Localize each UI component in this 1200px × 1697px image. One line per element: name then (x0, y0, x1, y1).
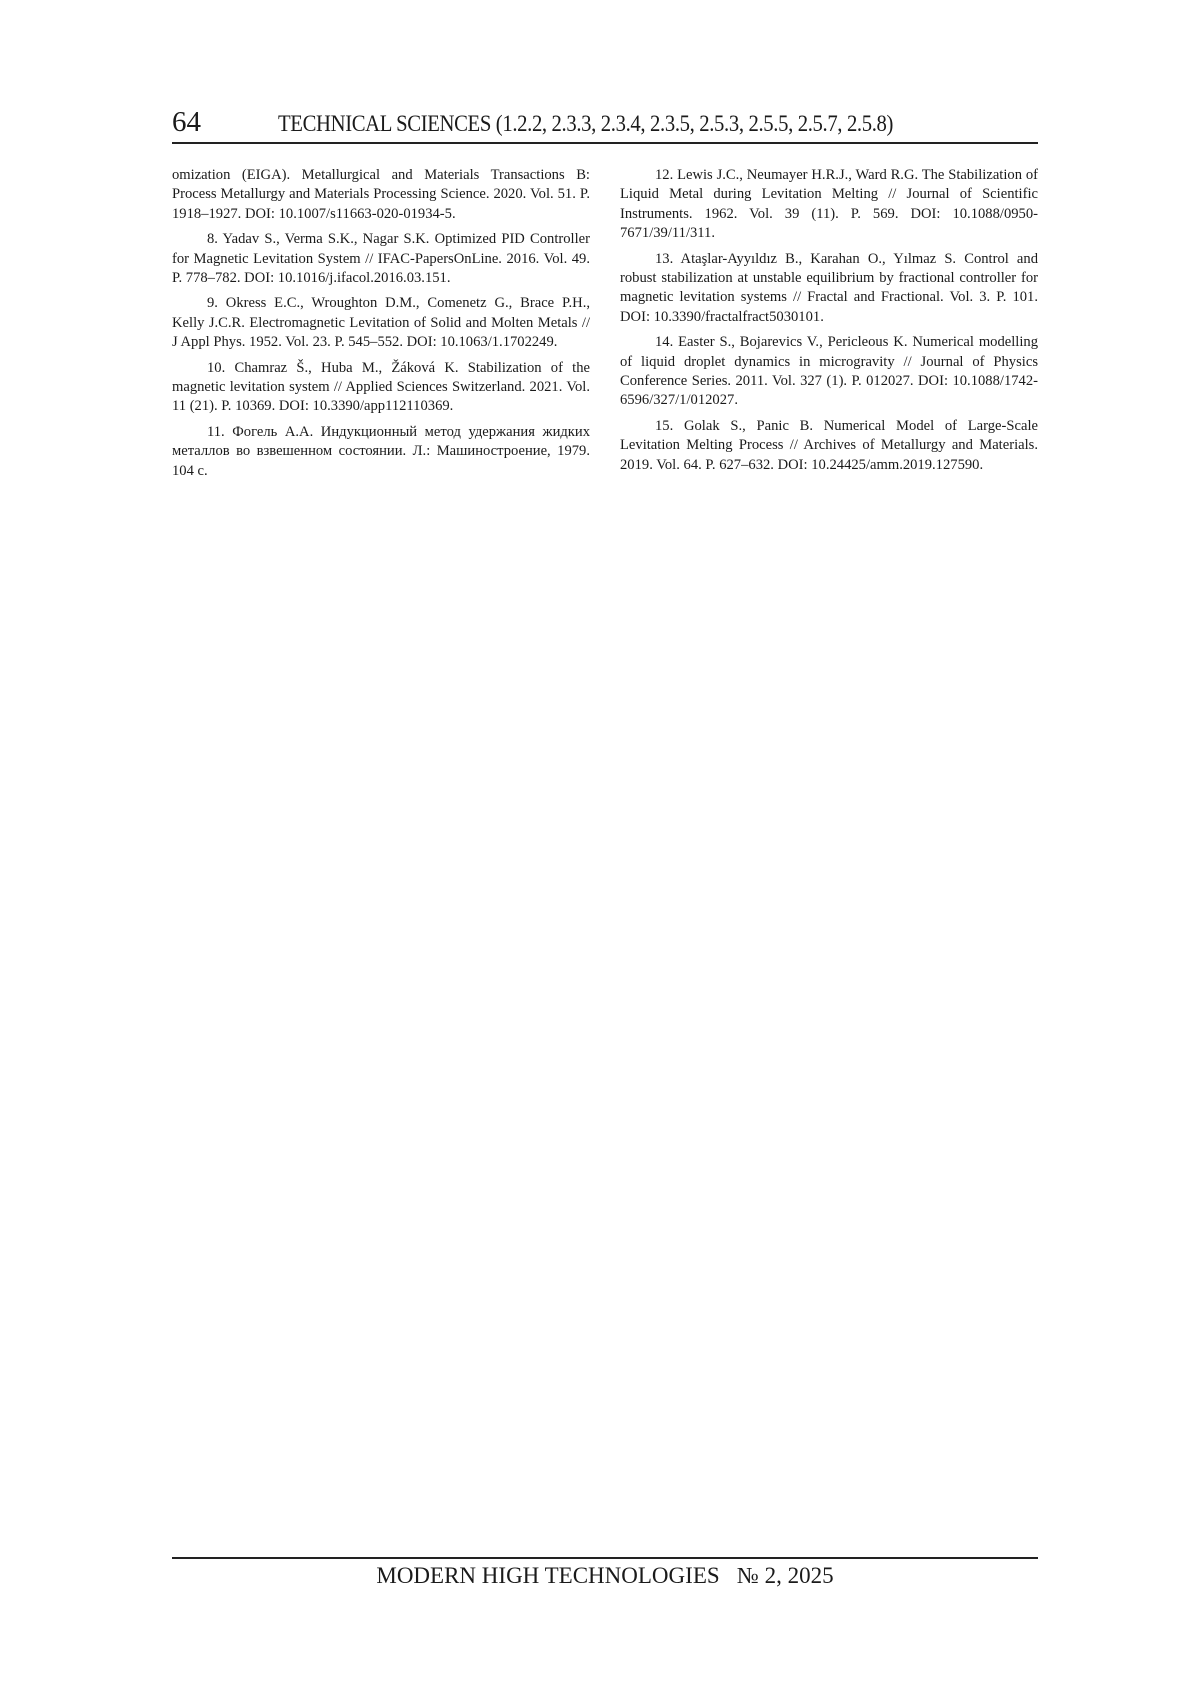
journal-name: MODERN HIGH TECHNOLOGIES (376, 1563, 720, 1588)
page-header (172, 102, 1038, 144)
reference-14: 14. Easter S., Bojarevics V., Pericleous K. Numerical modelling of liquid droplet dynamics in microgravity // Journal of Physics Conference Series. 2011. Vol. 327 (1). P. 012027. DOI: 10.1088/1742-6596/327/1/012027. (620, 334, 1038, 409)
reference-11: 11. Фогель А.А. Индукционный метод удержания жидких металлов во взвешенном состоянии. Л.: Машиностроение, 1979. 104 с. (172, 423, 590, 479)
running-title: TECHNICAL SCIENCES (1.2.2, 2.3.3, 2.3.4, 2.3.5, 2.5.3, 2.5.5, 2.5.7, 2.5.8) (278, 111, 894, 136)
reference-15: 15. Golak S., Panic B. Numerical Model of Large-Scale Levitation Melting Process // Archives of Metallurgy and Materials. 2019. Vol. 64. P. 627–632. DOI: 10.24425/amm.2019.127590. (620, 417, 1038, 473)
references-left-column (172, 166, 590, 487)
page-footer (172, 1557, 1038, 1590)
reference-13: 13. Ataşlar-Ayyıldız B., Karahan O., Yılmaz S. Control and robust stabilization at unstable equilibrium by fractional controller for magnetic levitation systems // Fractal and Fractional. Vol. 3. P. 101. DOI: 10.3390/fractalfract5030101. (620, 250, 1038, 325)
references-right-column (620, 166, 1038, 481)
reference-9: 9. Okress E.C., Wroughton D.M., Comenetz G., Brace P.H., Kelly J.C.R. Electromagnetic Levitation of Solid and Molten Metals // J Appl Phys. 1952. Vol. 23. P. 545–552. DOI: 10.1063/1.1702249. (172, 295, 590, 351)
issue-number: № 2, 2025 (736, 1563, 834, 1588)
page-number: 64 (172, 106, 201, 138)
reference-7-continued: omization (EIGA). Metallurgical and Materials Transactions B: Process Metallurgy and Materials Processing Science. 2020. Vol. 51. P. 1918–1927. DOI: 10.1007/s11663-020-01934-5. (172, 167, 590, 222)
reference-8: 8. Yadav S., Verma S.K., Nagar S.K. Optimized PID Controller for Magnetic Levitation System // IFAC-PapersOnLine. 2016. Vol. 49. P. 778–782. DOI: 10.1016/j.ifacol.2016.03.151. (172, 231, 590, 287)
reference-10: 10. Chamraz Š., Huba M., Žáková K. Stabilization of the magnetic levitation system // Applied Sciences Switzerland. 2021. Vol. 11 (21). P. 10369. DOI: 10.3390/app112110369. (172, 359, 590, 415)
reference-12: 12. Lewis J.C., Neumayer H.R.J., Ward R.G. The Stabilization of Liquid Metal during Levitation Melting // Journal of Scientific Instruments. 1962. Vol. 39 (11). P. 569. DOI: 10.1088/0950-7671/39/11/311. (620, 167, 1038, 242)
